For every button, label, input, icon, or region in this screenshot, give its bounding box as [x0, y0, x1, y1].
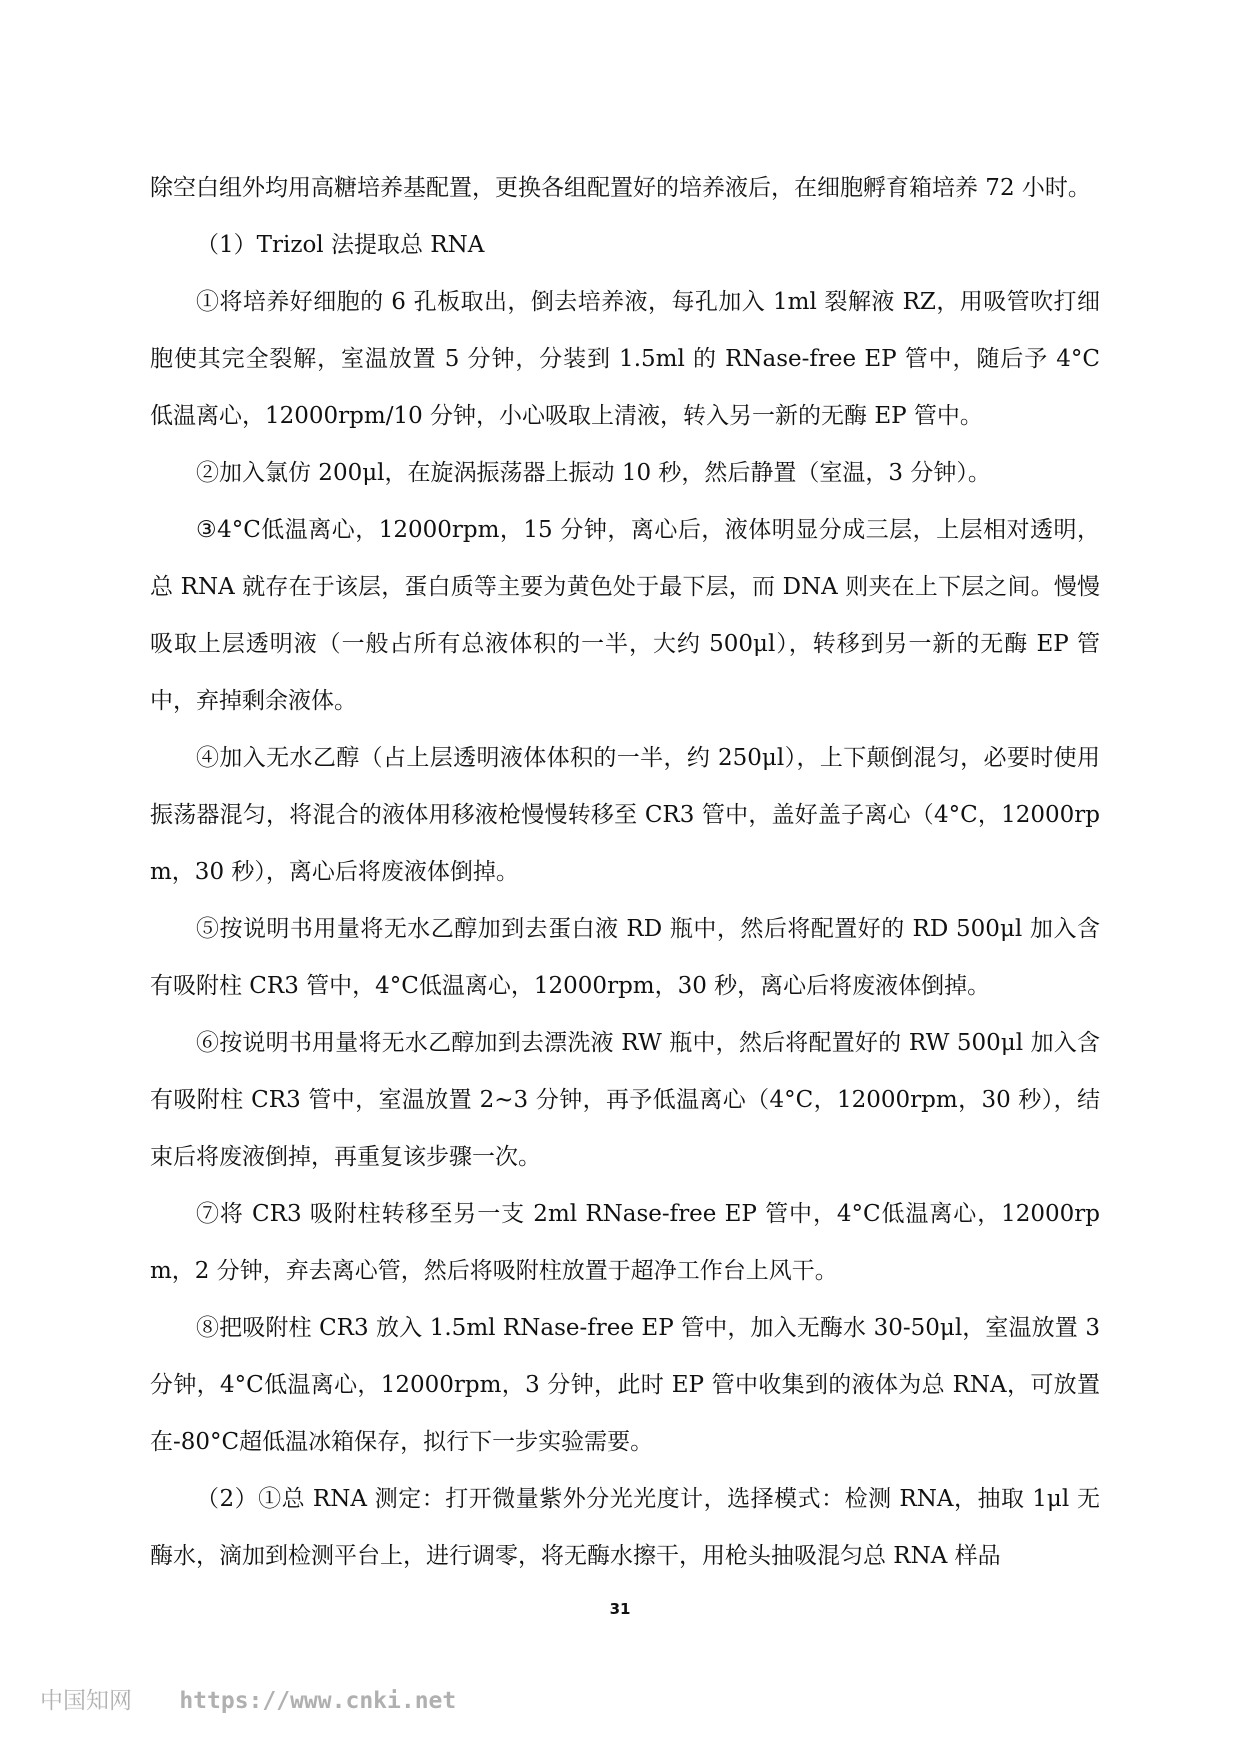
section-heading-trizol: （1）Trizol 法提取总 RNA: [196, 232, 485, 258]
page-number: 31: [609, 1600, 631, 1618]
step-5-paragraph: ⑤按说明书用量将无水乙醇加到去蛋白液 RD 瓶中，然后将配置好的 RD 500μl 加入含有吸附柱 CR3 管中，4°C低温离心，12000rpm，30 秒，离心后将废液体倒掉。: [150, 916, 1100, 999]
step-3-paragraph: ③4°C低温离心，12000rpm，15 分钟，离心后，液体明显分成三层，上层相对透明，总 RNA 就存在于该层，蛋白质等主要为黄色处于最下层，而 DNA 则夹在上下层之间。慢慢吸取上层透明液（一般占所有总液体积的一半，大约 500μl），转移到另一新的无酶 EP 管中，弃掉剩余液体。: [150, 517, 1100, 714]
watermark: [40, 1682, 456, 1715]
watermark-site-name: 中国知网: [40, 1688, 132, 1714]
step-1-paragraph: ①将培养好细胞的 6 孔板取出，倒去培养液，每孔加入 1ml 裂解液 RZ，用吸管吹打细胞使其完全裂解，室温放置 5 分钟，分装到 1.5ml 的 RNase-free EP 管中，随后予 4°C 低温离心，12000rpm/10 分钟，小心吸取上清液，转入另一新的无酶 EP 管中。: [150, 289, 1100, 429]
paragraph-culture: 除空白组外均用高糖培养基配置，更换各组配置好的培养液后，在细胞孵育箱培养 72 小时。: [150, 175, 1091, 201]
section-2-paragraph: （2）①总 RNA 测定：打开微量紫外分光光度计，选择模式：检测 RNA，抽取 1μl 无酶水，滴加到检测平台上，进行调零，将无酶水擦干，用枪头抽吸混匀总 RNA 样品: [150, 1486, 1100, 1569]
step-2-paragraph: ②加入氯仿 200μl，在旋涡振荡器上振动 10 秒，然后静置（室温，3 分钟）。: [196, 460, 991, 486]
step-6-paragraph: ⑥按说明书用量将无水乙醇加到去漂洗液 RW 瓶中，然后将配置好的 RW 500μl 加入含有吸附柱 CR3 管中，室温放置 2~3 分钟，再予低温离心（4°C，12000rpm，30 秒），结束后将废液倒掉，再重复该步骤一次。: [150, 1030, 1100, 1170]
step-8-paragraph: ⑧把吸附柱 CR3 放入 1.5ml RNase-free EP 管中，加入无酶水 30-50μl，室温放置 3 分钟，4°C低温离心，12000rpm，3 分钟，此时 EP 管中收集到的液体为总 RNA，可放置在-80°C超低温冰箱保存，拟行下一步实验需要。: [150, 1315, 1100, 1455]
watermark-url: https://www.cnki.net: [179, 1688, 457, 1714]
step-4-paragraph: ④加入无水乙醇（占上层透明液体体积的一半，约 250μl），上下颠倒混匀，必要时使用振荡器混匀，将混合的液体用移液枪慢慢转移至 CR3 管中，盖好盖子离心（4°C，12000rpm，30 秒），离心后将废液体倒掉。: [150, 745, 1100, 885]
body-text: [150, 160, 1100, 1585]
step-7-paragraph: ⑦将 CR3 吸附柱转移至另一支 2ml RNase-free EP 管中，4°C低温离心，12000rpm，2 分钟，弃去离心管，然后将吸附柱放置于超净工作台上风干。: [150, 1201, 1100, 1284]
